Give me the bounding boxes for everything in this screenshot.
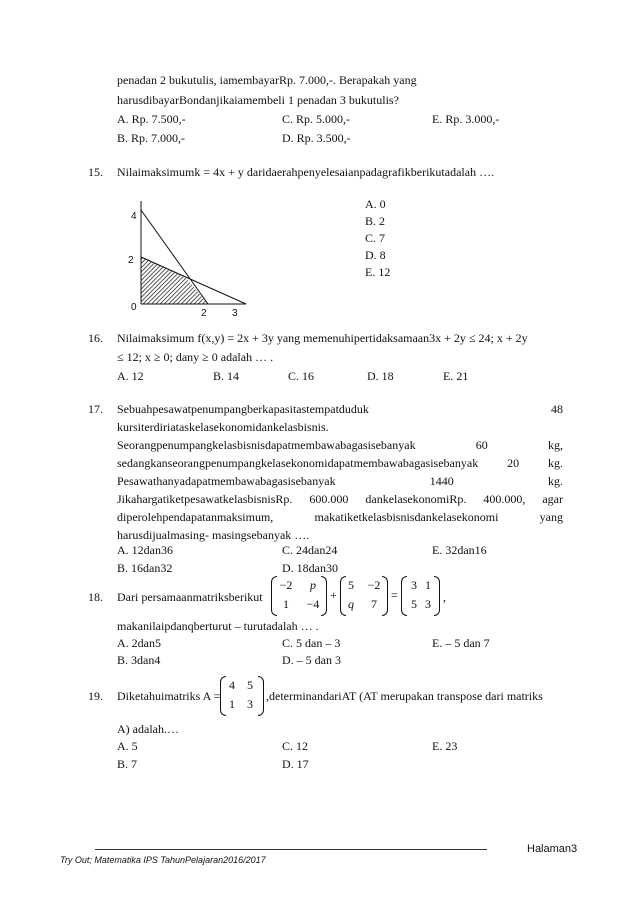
- y-tick-4: 4: [131, 211, 137, 222]
- q14-option-e: E. Rp. 3.000,-: [432, 112, 500, 126]
- matrix-cell: 1: [283, 597, 289, 611]
- q19-number: 19.: [88, 689, 103, 703]
- q17-text: agar: [542, 492, 563, 506]
- q16-option-c: C. 16: [288, 369, 315, 383]
- q17-unit: kg.: [547, 474, 563, 488]
- q17-line-1: [117, 402, 563, 416]
- q16-number: 16.: [88, 331, 103, 345]
- origin-label: 0: [131, 302, 137, 313]
- q19-middle: ,determinandariAT (AT merupakan transpose dari matriks: [266, 689, 543, 703]
- matrix-cell: 7: [371, 597, 377, 611]
- matrix-cell: 5: [348, 578, 354, 592]
- right-paren: [258, 676, 264, 716]
- q15-option-a: A. 0: [365, 197, 386, 211]
- matrix-cell: −2: [279, 578, 293, 592]
- q14-line2: harusdibayarBondanjikaiamembeli 1 penadan 3 bukutulis?: [117, 93, 399, 107]
- q14-option-a: A. Rp. 7.500,-: [117, 112, 186, 126]
- q16-line2: ≤ 12; x ≥ 0; dany ≥ 0 adalah … .: [117, 350, 274, 364]
- matrix-cell: 3: [411, 578, 417, 592]
- q18-option-c: C. 5 dan – 3: [282, 636, 341, 650]
- comma: ,: [443, 590, 446, 604]
- q15-option-e: E. 12: [365, 265, 391, 279]
- matrix-cell: p: [310, 578, 316, 592]
- q16-option-e: E. 21: [443, 369, 469, 383]
- q17-line-5: [117, 474, 563, 488]
- footer-caption: Try Out; Matematika IPS TahunPelajaran2016/2017: [60, 855, 266, 865]
- q17-value: 600.000: [309, 492, 349, 506]
- q17-option-c: C. 24dan24: [282, 543, 338, 557]
- q17-unit: kg.: [548, 456, 563, 470]
- feasible-region: [141, 257, 208, 304]
- q15-option-d: D. 8: [365, 248, 386, 262]
- q17-option-a: A. 12dan36: [117, 543, 173, 557]
- q17-unit: kg,: [547, 438, 563, 452]
- q14-option-b: B. Rp. 7.000,-: [117, 131, 186, 145]
- q14-option-d: D. Rp. 3.500,-: [282, 131, 351, 145]
- q15-number: 15.: [88, 165, 103, 179]
- q18-prefix: Dari persamaanmatriksberikut: [117, 590, 263, 604]
- y-tick-2: 2: [128, 255, 134, 266]
- matrix-cell: 5: [247, 678, 253, 692]
- q16-option-b: B. 14: [213, 369, 240, 383]
- q17-text: yang: [539, 510, 563, 524]
- q18-number: 18.: [88, 590, 103, 604]
- q19-option-d: D. 17: [282, 757, 309, 771]
- q18-option-d: D. – 5 dan 3: [282, 653, 341, 667]
- q15-option-c: C. 7: [365, 231, 386, 245]
- q17-text: dankelasekonomiRp.: [365, 492, 467, 506]
- q17-number: 17.: [88, 402, 103, 416]
- q17-text: sedangkanseorangpenumpangkelasekonomidapatmembawabagasisebanyak: [117, 456, 479, 470]
- q14-option-c: C. Rp. 5.000,-: [282, 112, 351, 126]
- q17-value: 60: [475, 438, 488, 452]
- q18-option-a: A. 2dan5: [117, 636, 161, 650]
- matrix-cell: 1: [425, 578, 431, 592]
- q16-option-a: A. 12: [117, 369, 144, 383]
- plus-sign: +: [330, 588, 337, 602]
- matrix-cell: 5: [411, 597, 417, 611]
- q15-text: Nilaimaksimumk = 4x + y daridaerahpenyelesaianpadagrafikberikutadalah ….: [117, 165, 495, 179]
- q17-option-e: E. 32dan16: [432, 543, 487, 557]
- matrix-cell: 3: [425, 597, 431, 611]
- q17-text: makatiketkelasbisnisdankelasekonomi: [314, 510, 499, 524]
- q17-text: Pesawathanyadapatmembawabagasisebanyak: [117, 474, 336, 488]
- q16-line1: Nilaimaksimum f(x,y) = 2x + 3y yang memenuhipertidaksamaan3x + 2y ≤ 24; x + 2y: [117, 331, 528, 345]
- q17-line-2: kursiterdiriataskelasekonomidankelasbisnis.: [117, 420, 329, 434]
- matrix-cell: q: [348, 597, 354, 611]
- q19-option-e: E. 23: [432, 739, 458, 753]
- right-paren: [434, 576, 440, 616]
- q17-option-b: B. 16dan32: [117, 561, 173, 575]
- q19-line2: A) adalah.…: [117, 722, 179, 736]
- matrix-cell: 1: [229, 697, 235, 711]
- q14-line1: penadan 2 bukutulis, iamembayarRp. 7.000,-. Berapakah yang: [117, 73, 417, 87]
- q15-option-b: B. 2: [365, 214, 386, 228]
- q19-option-a: A. 5: [117, 739, 138, 753]
- right-paren: [382, 576, 388, 616]
- matrix-cell: −4: [306, 597, 320, 611]
- q17-text: Sebuahpesawatpenumpangberkapasitastempatduduk: [117, 402, 369, 416]
- q18-option-e: E. – 5 dan 7: [432, 636, 490, 650]
- matrix-cell: −2: [367, 578, 381, 592]
- right-paren: [321, 576, 327, 616]
- q18-line2: makanilaipdanqberturut – turutadalah … .: [117, 619, 319, 633]
- q19-option-b: B. 7: [117, 757, 138, 771]
- q17-value: 1440: [429, 474, 454, 488]
- footer-divider: [95, 849, 487, 850]
- q19-option-c: C. 12: [282, 739, 309, 753]
- matrix-cell: 4: [229, 678, 235, 692]
- q18-option-b: B. 3dan4: [117, 653, 161, 667]
- q16-option-d: D. 18: [367, 369, 394, 383]
- q17-text: Seorangpenumpangkelasbisnisdapatmembawabagasisebanyak: [117, 438, 416, 452]
- x-tick-2: 2: [201, 308, 207, 319]
- q17-value: 48: [551, 402, 563, 416]
- q17-text: diperolehpendapatanmaksimum,: [117, 510, 274, 524]
- q17-value: 400.000,: [483, 492, 526, 506]
- q17-line-3: [117, 438, 563, 452]
- q17-value: 20: [507, 456, 520, 470]
- left-paren: [271, 576, 277, 616]
- q15-graph: [120, 195, 260, 320]
- q17-line-4: [117, 456, 563, 470]
- q17-text: JikahargatiketpesawatkelasbisnisRp.: [117, 492, 293, 506]
- matrix-cell: 3: [247, 697, 253, 711]
- equals-sign: =: [391, 588, 398, 602]
- x-tick-3: 3: [232, 308, 238, 319]
- q19-prefix: Diketahuimatriks A =: [117, 689, 221, 703]
- q17-line-6: [117, 492, 563, 506]
- page-number: Halaman3: [527, 843, 578, 855]
- q17-line-7: [117, 510, 563, 524]
- q17-line-8: harusdijualmasing- masingsebanyak ….: [117, 528, 310, 542]
- q17-option-d: D. 18dan30: [282, 561, 338, 575]
